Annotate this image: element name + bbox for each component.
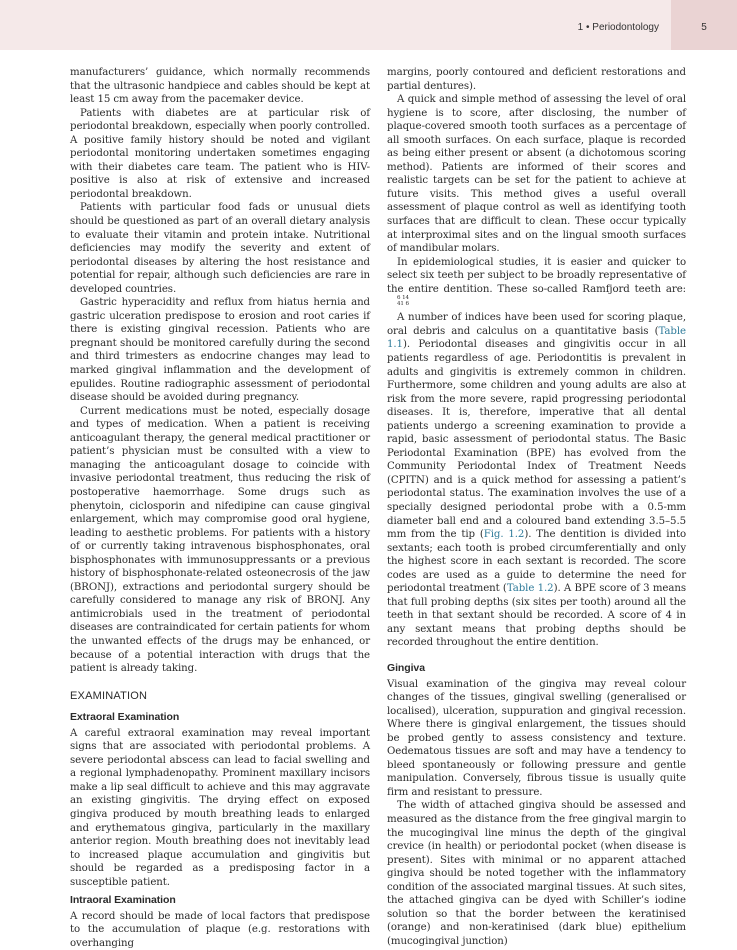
section-heading-examination: EXAMINATION — [70, 689, 148, 702]
running-head: 1 • Periodontology — [577, 22, 659, 33]
paragraph-text: In epidemiological studies, it is easier and quicker to select six teeth per subject to be broadly representative of the entire dentition. These so-called Ramfjord teeth are: — [387, 256, 686, 295]
header-right — [578, 0, 737, 50]
ramfjord-lower: 41 6 — [397, 300, 409, 307]
paragraph: A quick and simple method of assessing the level of oral hygiene is to score, after disclosing, the number of plaque-covered smooth tooth surfaces as a percentage of all smooth surfaces. On each surface, plaque is recorded as being either present or absent (a dichotomous scoring method). Patients are informed of their scores and realistic targets can be set for the patient to achieve at future visits. This method gives a useful overall assessment of plaque control as well as identifying tooth surfaces that are difficult to clean. These occur typically at interproximal sites and on the lingual smooth surfaces of mandibular molars. — [387, 94, 686, 255]
page-number: 5 — [701, 22, 707, 33]
ramfjord-teeth-notation — [387, 296, 409, 307]
subheading-gingiva: Gingiva — [387, 662, 425, 675]
paragraph — [387, 311, 686, 650]
paragraph-text: ). A BPE score of 3 means that full probing depths (six sites per tooth) around all the teeth in that sextant should be recorded. A score of 4 in any sextant means that probing depths should be recorded throughout the entire dentition. — [387, 583, 686, 649]
right-column — [387, 66, 686, 949]
paragraph: Gastric hyperacidity and reflux from hiatus hernia and gastric ulceration predispose to erosion and root caries if there is existing gingival recession. Patients who are pregnant should be monitored carefully during the second and third trimesters as endocrine changes may lead to marked gingival inflammation and the development of epulides. Routine radiographic assessment of periodontal disease should be avoided during pregnancy. — [70, 297, 370, 404]
paragraph-text: ). Periodontal diseases and gingivitis occur in all patients regardless of age. Periodontitis is prevalent in adults and gingivitis is extremely common in children. Furthermore, some children and young adults are also at risk from the more severe, rapid progressing periodontal diseases. It is, therefore, imperative that all dental patients undergo a screening examination to provide a rapid, basic assessment of periodontal status. The Basic Periodontal Examination (BPE) has evolved from the Community Periodontal Index of Treatment Needs (CPITN) and is a quick method for assessing a patient’s periodontal status. The examination involves the use of a specially designed periodontal probe with a 0.5-mm diameter ball end and a coloured band extending 3.5–5.5 mm from the tip ( — [387, 339, 686, 541]
paragraph: Current medications must be noted, especially dosage and types of medication. When a patient is receiving anticoagulant therapy, the general medical practitioner or patient’s physician must be consulted with a view to managing the anticoagulant dosage to coincide with invasive periodontal treatment, thus reducing the risk of postoperative haemorrhage. Some drugs such as phenytoin, ciclosporin and nifedipine can cause gingival enlargement, which may compromise good oral hygiene, leading to aesthetic problems. For patients with a history of or currently taking intravenous bisphosphonates, oral bisphosphonates with immunosuppressants or a previous history of bisphosphonate-related osteonecrosis of the jaw (BRONJ), extractions and periodontal surgery should be carefully considered to manage any risk of BRONJ. Any antimicrobials used in the treatment of periodontal diseases are contraindicated for certain patients for whom the unwanted effects of the drugs may be enhanced, or because of a potential interaction with drugs that the patient is already taking. — [70, 405, 370, 675]
paragraph: manufacturers’ guidance, which normally recommends that the ultrasonic handpiece and cables should be kept at least 15 cm away from the pacemaker device. — [70, 67, 370, 106]
paragraph: margins, poorly contoured and deficient restorations and partial dentures). — [387, 67, 686, 92]
paragraph: A record should be made of local factors that predispose to the accumulation of plaque (e.g. restorations with overhanging — [70, 910, 370, 949]
paragraph: Patients with diabetes are at particular risk of periodontal breakdown, especially when poorly controlled. A positive family history should be noted and vigilant periodontal monitoring undertaken sometimes engaging with their diabetes care team. The patient who is HIV-positive is also at risk of extensive and increased periodontal breakdown. — [70, 107, 370, 200]
page-header — [0, 0, 737, 50]
ramfjord-upper: 6 14 — [397, 295, 409, 302]
paragraph-text: A number of indices have been used for scoring plaque, oral debris and calculus on a quantitative basis ( — [387, 312, 686, 337]
figure-reference-link[interactable]: Fig. 1.2 — [483, 529, 525, 541]
paragraph: Visual examination of the gingiva may reveal colour changes of the tissues, gingival swelling (generalised or localised), ulceration, suppuration and gingival recession. Where there is gingival enlargement, the tissues should be probed gently to assess consistency and texture. Oedematous tissues are soft and may have a tendency to bleed spontaneously or following pressure and gentle manipulation. Conversely, fibrous tissue is usually quite firm and resistant to pressure. — [387, 678, 686, 798]
paragraph: Patients with particular food fads or unusual diets should be questioned as part of an overall dietary analysis to evaluate their vitamin and protein intake. Nutritional deficiencies may modify the severity and extent of periodontal diseases by altering the host resistance and potential for repair, although such deficiencies are rare in developed countries. — [70, 202, 370, 295]
paragraph — [387, 256, 686, 312]
paragraph: A careful extraoral examination may reveal important signs that are associated with periodontal problems. A severe periodontal abscess can lead to facial swelling and a regional lymphadenopathy. Prominent maxillary incisors make a lip seal difficult to achieve and this may aggravate an existing gingivitis. The drying effect on exposed gingiva produced by mouth breathing leads to enlarged and erythematous gingiva, particularly in the maxillary anterior region. Mouth breathing does not inevitably lead to increased plaque accumulation and gingivitis but should be regarded as a predisposing factor in a susceptible patient. — [70, 727, 370, 888]
table-reference-link[interactable]: Table 1.2 — [506, 583, 554, 595]
left-column — [70, 66, 370, 950]
paragraph-text: ). The dentition is divided into sextants; each tooth is probed circumferentially and only the highest score in each sextant is recorded. The score codes are used as a guide to determine the need for periodontal treatment ( — [387, 529, 687, 595]
subheading-intraoral: Intraoral Examination — [70, 894, 176, 907]
table-reference-link[interactable]: Table 1.1 — [387, 325, 686, 351]
page-number-box — [671, 0, 737, 50]
subheading-extraoral: Extraoral Examination — [70, 711, 180, 724]
paragraph: The width of attached gingiva should be assessed and measured as the distance from the free gingival margin to the mucogingival line minus the depth of the gingival crevice (in health) or periodontal pocket (when disease is present). Sites with minimal or no apparent attached gingiva should be noted together with the inflammatory condition of the associated marginal tissues. At such sites, the attached gingiva can be dyed with Schiller’s iodine solution so that the border between the keratinised (orange) and non-keratinised (dark blue) epithelium (mucogingival junction) — [387, 800, 686, 947]
